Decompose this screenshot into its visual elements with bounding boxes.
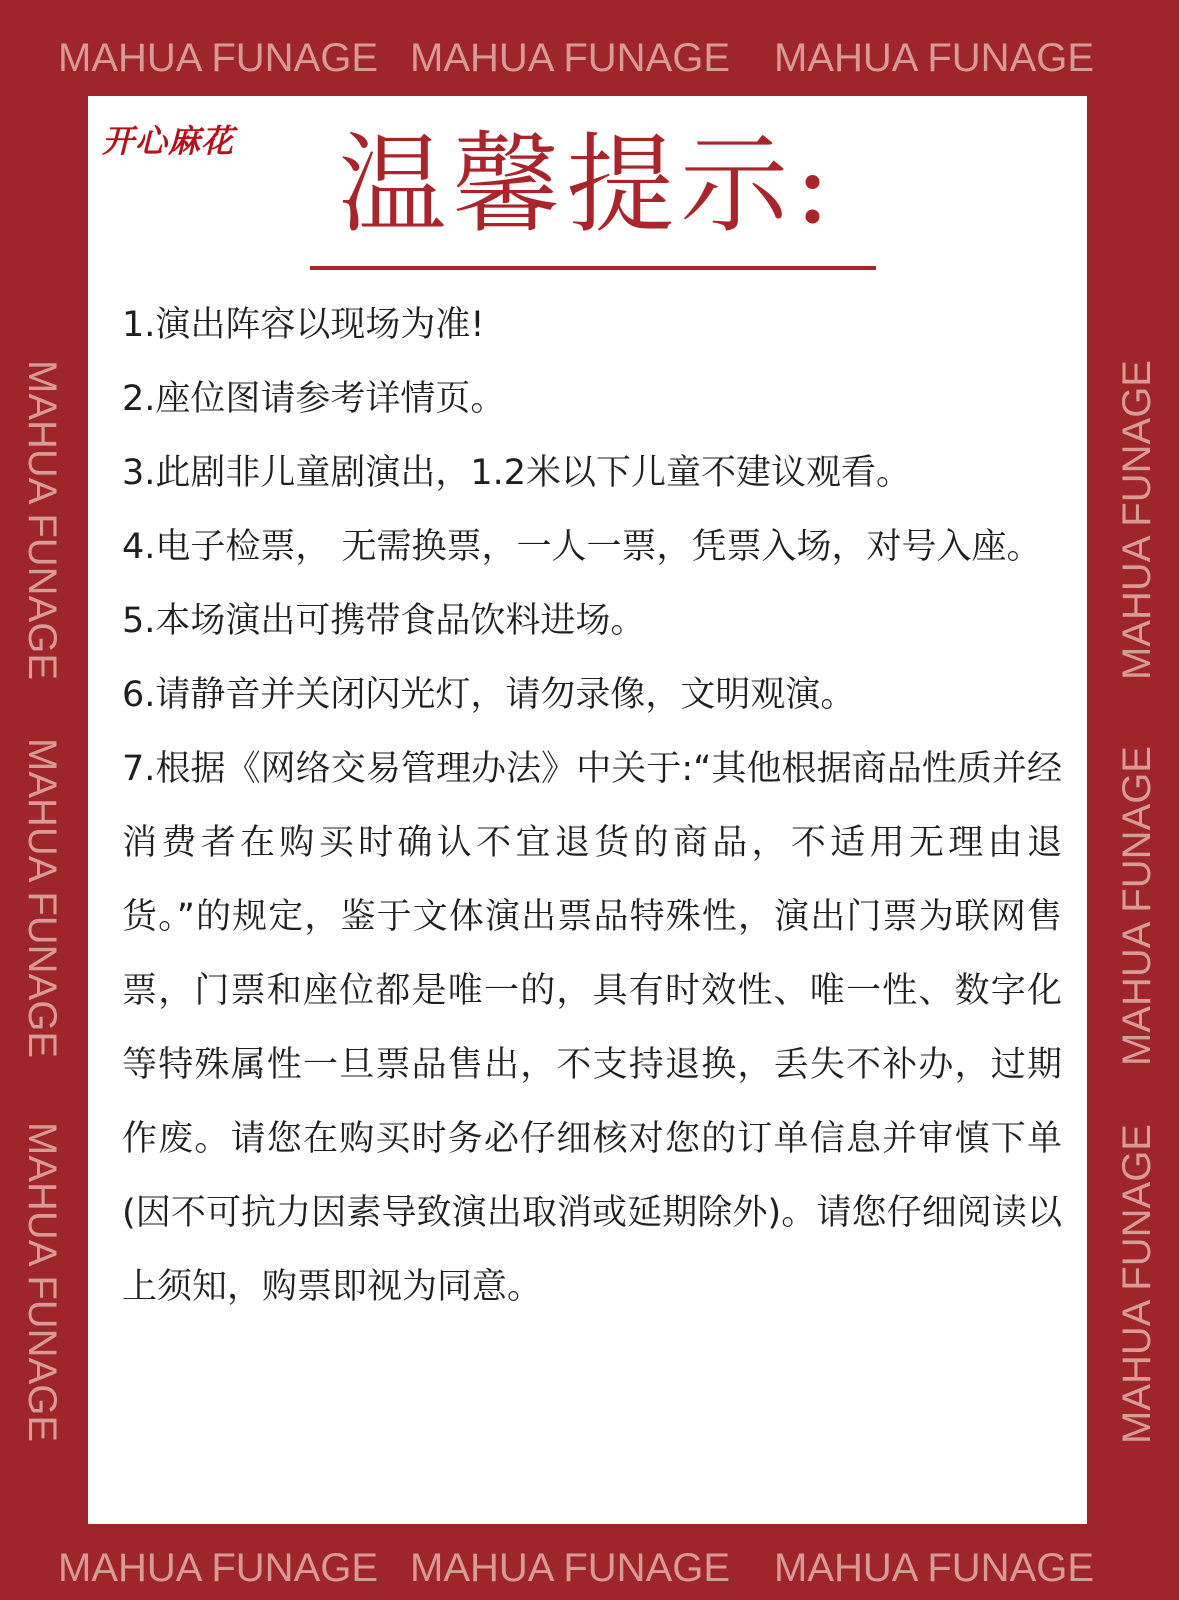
watermark-text: MAHUA FUNAGE — [774, 36, 1095, 80]
notice-card — [88, 96, 1087, 1524]
notice-item: 7.根据《网络交易管理办法》中关于:“其他根据商品性质并经消费者在购买时确认不宜退货的商品，不适用无理由退货。”的规定，鉴于文体演出票品特殊性，演出门票为联网售票，门票和座位都是唯一的，具有时效性、唯一性、数字化等特殊属性一旦票品售出，不支持退换，丢失不补办，过期作废。请您在购买时务必仔细核对您的订单信息并审慎下单(因不可抗力因素导致演出取消或延期除外)。请您仔细阅读以上须知，购票即视为同意。 — [122, 749, 1062, 1307]
brand-logo: 开心麻花 — [102, 122, 235, 160]
watermark-text: MAHUA FUNAGE — [20, 360, 64, 681]
notice-list — [122, 288, 1062, 1324]
notice-item: 4.电子检票， 无需换票，一人一票，凭票入场，对号入座。 — [122, 527, 1042, 567]
watermark-text: MAHUA FUNAGE — [20, 738, 64, 1059]
title-underline — [310, 266, 876, 270]
watermark-text: MAHUA FUNAGE — [58, 36, 379, 80]
notice-item: 3.此剧非儿童剧演出，1.2米以下儿童不建议观看。 — [122, 453, 912, 493]
watermark-text: MAHUA FUNAGE — [410, 1546, 731, 1590]
page-title: 温馨提示: — [338, 123, 837, 248]
watermark-text: MAHUA FUNAGE — [410, 36, 731, 80]
notice-item: 6.请静音并关闭闪光灯，请勿录像，文明观演。 — [122, 675, 856, 715]
watermark-text: MAHUA FUNAGE — [20, 1122, 64, 1443]
notice-item: 1.演出阵容以现场为准! — [122, 305, 485, 345]
watermark-text: MAHUA FUNAGE — [774, 1546, 1095, 1590]
notice-item: 2.座位图请参考详情页。 — [122, 379, 506, 419]
watermark-text: MAHUA FUNAGE — [1115, 746, 1159, 1067]
watermark-text: MAHUA FUNAGE — [1115, 360, 1159, 681]
notice-item: 5.本场演出可携带食品饮料进场。 — [122, 601, 646, 641]
watermark-text: MAHUA FUNAGE — [1115, 1124, 1159, 1445]
watermark-text: MAHUA FUNAGE — [58, 1546, 379, 1590]
